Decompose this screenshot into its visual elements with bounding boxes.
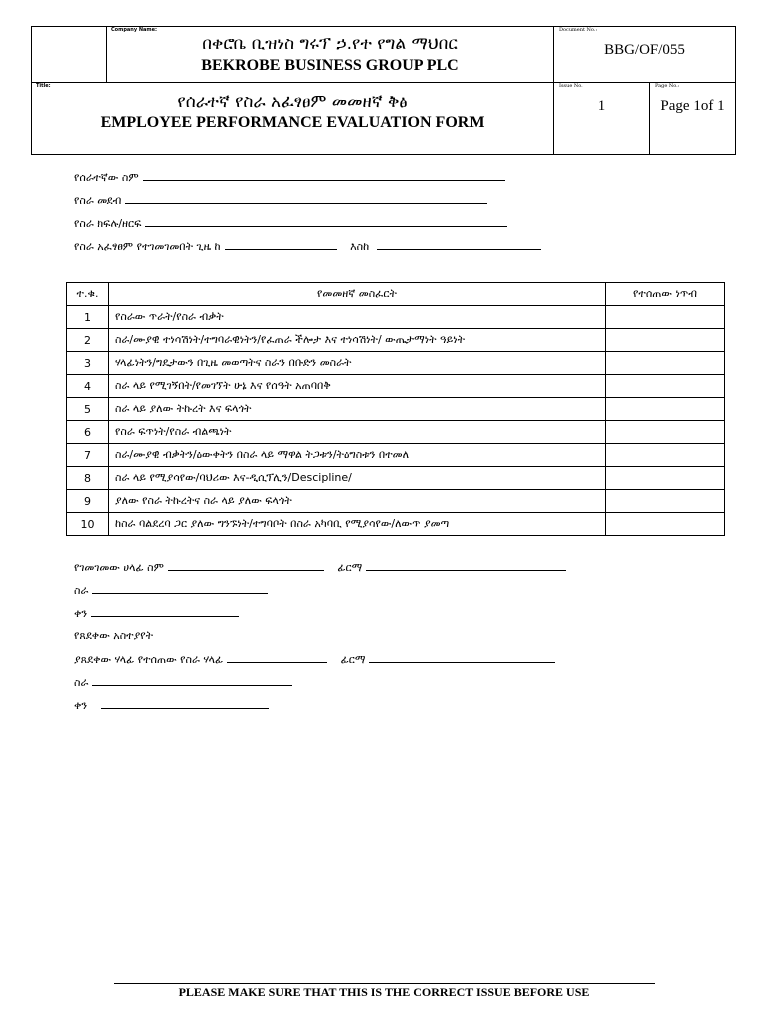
score-cell[interactable] [606, 352, 725, 375]
row-criteria: ስራ/ሙያዊ ብቃትን/ዕውቀትን በስራ ላይ ማዋል ትጋቱን/ትዕግስቱን በተመለ [109, 444, 606, 467]
row-criteria: ስራ ላይ የሚገኝበት/የመገኘት ሁኔ እና የሰዓት አጠባበቅ [109, 375, 606, 398]
approver-date-row [74, 696, 269, 714]
row-criteria: ስራ ላይ የሚያሳየው/ባህሪው እና-ዲሲፕሊን/Descipline/ [109, 467, 606, 490]
approver-position-label: ስራ [74, 676, 89, 689]
table-row [67, 398, 725, 421]
score-cell[interactable] [606, 421, 725, 444]
form-title-english: EMPLOYEE PERFORMANCE EVALUATION FORM [100, 114, 485, 131]
column-header-score: የተሰጠው ነጥብ [606, 283, 725, 306]
row-criteria: ስራ/ሙያዊ ተነሳሽነት/ተግባራዊነትን/የፈጠራ ችሎታ እና ተነሳሽነት/ ውጤታማነት ዓይነት [109, 329, 606, 352]
table-row [67, 490, 725, 513]
evaluator-date-field[interactable] [91, 604, 239, 617]
approver-position-row [74, 673, 292, 691]
table-row [67, 352, 725, 375]
job-title-label: የስራ መደብ [74, 194, 122, 207]
table-row [67, 421, 725, 444]
row-number: 3 [67, 352, 109, 375]
title-label: Title: [36, 83, 51, 89]
period-from-label: የስራ አፈፃፀም የተገመገመበት ጊዜ ከ [74, 240, 221, 253]
document-header [31, 26, 736, 155]
document-number-label: Document No.: [559, 27, 598, 33]
row-number: 6 [67, 421, 109, 444]
column-header-criteria: የመመዘኛ መስፈርት [109, 283, 606, 306]
employee-name-label: የሰራተኛው ስም [74, 171, 139, 184]
evaluator-date-label: ቀን [74, 607, 88, 620]
table-header-row [67, 283, 725, 306]
row-number: 10 [67, 513, 109, 536]
row-number: 4 [67, 375, 109, 398]
approver-name-label: ያጸደቀው ሃላፊ የተሰጠው የስራ ሃላፊ [74, 653, 224, 666]
department-field[interactable] [145, 214, 507, 227]
page-number-cell [650, 83, 736, 155]
table-row [67, 306, 725, 329]
company-label: Company Name: [111, 27, 157, 33]
approver-signature-field[interactable] [369, 650, 555, 663]
approver-date-field[interactable] [101, 696, 269, 709]
job-title-row [74, 191, 487, 209]
department-label: የስራ ክፍሉ/ዘርፍ [74, 217, 142, 230]
footer-notice: PLEASE MAKE SURE THAT THIS IS THE CORRECT ISSUE BEFORE USE [178, 985, 590, 999]
title-cell [32, 83, 554, 155]
row-criteria: ስራ ላይ ያለው ትኩረት እና ፍላጎት [109, 398, 606, 421]
table-row [67, 375, 725, 398]
score-cell[interactable] [606, 513, 725, 536]
row-number: 5 [67, 398, 109, 421]
evaluator-name-field[interactable] [168, 558, 324, 571]
approver-date-label: ቀን [74, 699, 88, 712]
table-row [67, 467, 725, 490]
document-number-cell [554, 27, 736, 83]
row-criteria: ሃላፊነትን/ግዴታውን በጊዜ መወጣትና ስራን በቡድን መስራት [109, 352, 606, 375]
row-number: 2 [67, 329, 109, 352]
evaluator-date-row [74, 604, 239, 622]
row-number: 9 [67, 490, 109, 513]
evaluation-table [66, 282, 725, 536]
approval-heading: የጸደቀው አስተያየት [74, 629, 154, 642]
score-cell[interactable] [606, 375, 725, 398]
period-until-label: እስከ [350, 240, 370, 253]
evaluator-signature-label: ፊርማ [337, 561, 363, 574]
row-number: 7 [67, 444, 109, 467]
evaluator-position-label: ስራ [74, 584, 89, 597]
table-row [67, 444, 725, 467]
row-criteria: ከስራ ባልደረባ ጋር ያለው ግንኙነት/ተግባቦት በስራ አካባቢ የሚያሳየው/ለውጥ ያመጣ [109, 513, 606, 536]
page-number-label: Page No.: [655, 83, 680, 89]
evaluator-position-row [74, 581, 268, 599]
approver-name-field[interactable] [227, 650, 327, 663]
approval-heading-row [74, 627, 153, 645]
approver-position-field[interactable] [92, 673, 292, 686]
issue-number-label: Issue No. [559, 83, 583, 89]
job-title-field[interactable] [125, 191, 487, 204]
row-criteria: የስራ ፍጥነት/የስራ ብልጫነት [109, 421, 606, 444]
department-row [74, 214, 507, 232]
evaluator-signature-field[interactable] [366, 558, 566, 571]
document-number: BBG/OF/055 [604, 42, 685, 58]
row-criteria: ያለው የስራ ትኩረትና ስራ ላይ ያለው ፍላጎት [109, 490, 606, 513]
logo-cell [32, 27, 107, 83]
company-cell [107, 27, 554, 83]
table-row [67, 329, 725, 352]
form-title-amharic: የሰራተኛ የስራ አፈፃፀም መመዘኛ ቅፅ [177, 92, 408, 112]
score-cell[interactable] [606, 398, 725, 421]
issue-number: 1 [597, 98, 606, 114]
score-cell[interactable] [606, 467, 725, 490]
company-name-amharic: በቀሮቤ ቢዝነስ ግሩፕ ኃ.የተ የግል ማህበር [202, 34, 458, 54]
evaluator-name-label: የገመገመው ሀላፊ ስም [74, 561, 164, 574]
employee-name-row [74, 168, 505, 186]
score-cell[interactable] [606, 444, 725, 467]
table-row [67, 513, 725, 536]
company-name-english: BEKROBE BUSINESS GROUP PLC [201, 57, 459, 74]
page-number: Page 1of 1 [660, 98, 725, 114]
footer-divider [114, 983, 655, 984]
score-cell[interactable] [606, 329, 725, 352]
period-from-field[interactable] [225, 237, 337, 250]
approver-signature-label: ፊርማ [340, 653, 366, 666]
period-until-field[interactable] [377, 237, 541, 250]
evaluation-period-row [74, 237, 541, 255]
column-header-no: ተ.ቁ. [67, 283, 109, 306]
score-cell[interactable] [606, 490, 725, 513]
evaluator-position-field[interactable] [92, 581, 268, 594]
row-number: 1 [67, 306, 109, 329]
row-criteria: የስራው ጥራት/የስራ ብቃት [109, 306, 606, 329]
score-cell[interactable] [606, 306, 725, 329]
approver-name-row [74, 650, 555, 668]
evaluator-name-row [74, 558, 566, 576]
issue-number-cell [554, 83, 650, 155]
row-number: 8 [67, 467, 109, 490]
employee-name-field[interactable] [143, 168, 505, 181]
